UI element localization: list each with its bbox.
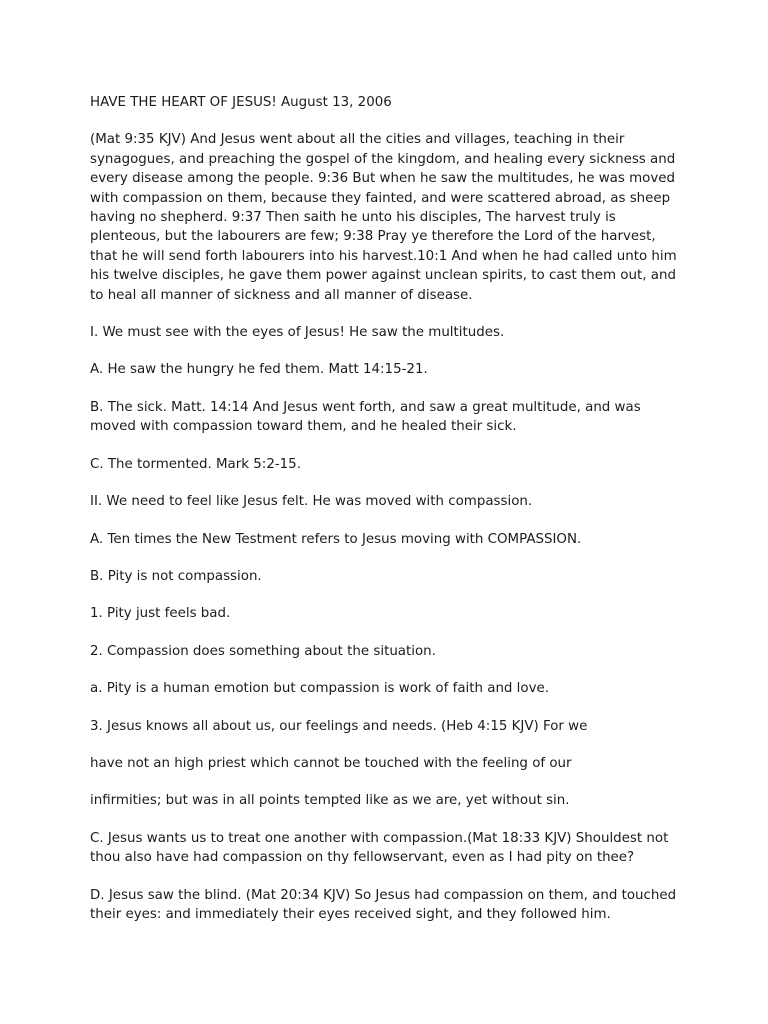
paragraph-point-2c: C. Jesus wants us to treat one another with compassion.(Mat 18:33 KJV) Shouldest not thou also have had compassion on thy fellowservant, even as I had pity on thee? bbox=[90, 830, 669, 866]
paragraph-point-1b: B. The sick. Matt. 14:14 And Jesus went forth, and saw a great multitude, and was moved with compassion toward them, and he healed their sick. bbox=[90, 399, 641, 435]
paragraph-point-2: II. We need to feel like Jesus felt. He was moved with compassion. bbox=[90, 494, 533, 510]
paragraph-point-1c: C. The tormented. Mark 5:2-15. bbox=[90, 456, 301, 472]
paragraph-point-1a: A. He saw the hungry he fed them. Matt 14:15-21. bbox=[90, 362, 428, 378]
paragraph-point-2b2: 2. Compassion does something about the situation. bbox=[90, 643, 436, 659]
document-title: HAVE THE HEART OF JESUS! August 13, 2006 bbox=[90, 95, 392, 110]
paragraph-point-2b: B. Pity is not compassion. bbox=[90, 568, 262, 584]
paragraph-point-2a: A. Ten times the New Testment refers to Jesus moving with COMPASSION. bbox=[90, 531, 582, 547]
paragraph-point-2b1: 1. Pity just feels bad. bbox=[90, 606, 231, 622]
paragraph-point-2b2a: a. Pity is a human emotion but compassion is work of faith and love. bbox=[90, 681, 550, 697]
document-page bbox=[90, 93, 682, 942]
paragraph-point-2b3: 3. Jesus knows all about us, our feelings and needs. (Heb 4:15 KJV) For we bbox=[90, 718, 588, 734]
paragraph-point-1: I. We must see with the eyes of Jesus! He saw the multitudes. bbox=[90, 325, 505, 341]
paragraph-point-2b3-cont2: infirmities; but was in all points tempted like as we are, yet without sin. bbox=[90, 793, 570, 809]
paragraph-point-2d: D. Jesus saw the blind. (Mat 20:34 KJV) So Jesus had compassion on them, and touched their eyes: and immediately their eyes received sight, and they followed him. bbox=[90, 887, 677, 922]
paragraph-point-2b3-cont1: have not an high priest which cannot be touched with the feeling of our bbox=[90, 755, 572, 771]
paragraph-scripture-intro: (Mat 9:35 KJV) And Jesus went about all the cities and villages, teaching in their synagogues, and preaching the gospel of the kingdom, and healing every sickness and every disease among the people. 9:36 But when he saw the multitudes, he was moved with compassion on them, because they fainted, and were scattered abroad, as sheep having no shepherd. 9:37 Then saith he unto his disciples, The harvest truly is plenteous, but the labourers are few; 9:38 Pray ye therefore the Lord of the harvest, that he will send forth labourers into his harvest.10:1 And when he had called unto him his twelve disciples, he gave them power against unclean spirits, to cast them out, and to heal all manner of sickness and all manner of disease. bbox=[90, 132, 677, 303]
